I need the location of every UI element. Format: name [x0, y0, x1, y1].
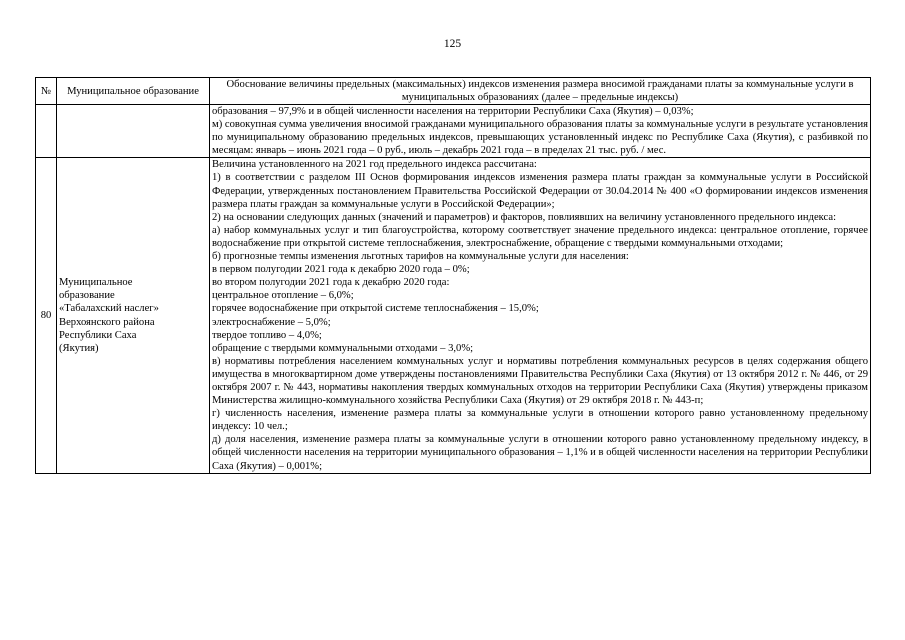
cell-municipality [57, 158, 210, 473]
municipality-line: Муниципальное [59, 276, 133, 288]
municipality-line: Республики Саха [59, 329, 137, 341]
paragraph: Величина установленного на 2021 год предельного индекса рассчитана: [212, 159, 537, 171]
cell-municipality-empty [57, 105, 210, 158]
paragraph: твердое топливо – 4,0%; [212, 329, 322, 341]
paragraph: б) прогнозные темпы изменения льготных тарифов на коммунальные услуги для населения: [212, 251, 629, 263]
paragraph: образования – 97,9% и в общей численности населения на территории Республики Саха (Якутия) – 0,03%; [212, 106, 694, 117]
indices-table [35, 77, 871, 474]
municipality-line: Верхоянского района [59, 316, 155, 328]
cell-justification-continued [210, 105, 871, 158]
municipality-line: «Табалахский наслег» [59, 303, 159, 315]
table-row-continued [36, 105, 871, 158]
paragraph: во втором полугодии 2021 года к декабрю 2020 года: [212, 277, 450, 289]
table-header-row [36, 78, 871, 105]
paragraph: обращение с твердыми коммунальными отходами – 3,0%; [212, 342, 474, 354]
paragraph: г) численность населения, изменение размера платы за коммунальные услуги в отношении которого равно установленному предельному индексу: 10 чел.; [212, 408, 868, 433]
paragraph: электроснабжение – 5,0%; [212, 316, 331, 328]
paragraph: в) нормативы потребления населением коммунальных услуг и нормативы потребления коммунальных ресурсов в целях содержания общего имущества в многоквартирном доме утверждены постановлениями Правительства Республики Саха (Якутия) от 13 октября 2012 г. № 446, от 29 октября 2007 г. № 443, нормативы накопления твердых коммунальных отходов на территории Республики Саха (Якутия) утверждены приказом Министерства жилищно-коммунального хозяйства Республики Саха (Якутия) от 29 октября 2018 г. № 443-п; [212, 355, 868, 407]
page-number: 125 [443, 38, 462, 50]
header-municipality: Муниципальное образование [57, 78, 210, 105]
paragraph: м) совокупная сумма увеличения вносимой гражданами муниципального образования платы за коммунальные услуги в результате установления по муниципальному образованию предельных индексов, превышающих установленный индекс по Республике Саха (Якутия), с разбивкой по месяцам: январь – июнь 2021 года – 0 руб., июль – декабрь 2021 года – в пределах 21 тыс. руб. / мес. [212, 119, 868, 157]
cell-number-empty [36, 105, 57, 158]
paragraph: в первом полугодии 2021 года к декабрю 2020 года – 0%; [212, 264, 470, 276]
paragraph: центральное отопление – 6,0%; [212, 290, 354, 302]
paragraph: горячее водоснабжение при открытой системе теплоснабжения – 15,0%; [212, 303, 539, 315]
header-number: № [36, 78, 57, 105]
municipality-line: образование [59, 290, 115, 302]
paragraph: 1) в соответствии с разделом III Основ формирования индексов изменения размера платы граждан за коммунальные услуги в Российской Федерации, утвержденных постановлением Правительства Российской Федерации от 30.04.2014 № 400 «О формировании индексов изменения размера платы граждан за коммунальные услуги в Российской Федерации»; [212, 172, 868, 210]
municipality-line: (Якутия) [59, 342, 99, 354]
paragraph: а) набор коммунальных услуг и тип благоустройства, которому соответствует значение предельного индекса: центральное отопление, горячее водоснабжение при открытой системе теплоснабжения, электроснабжение, обращение с твердыми коммунальными отходами; [212, 224, 868, 249]
cell-justification [210, 158, 871, 473]
paragraph: д) доля населения, изменение размера платы за коммунальные услуги в отношении которого равно установленному предельному индексу, в общей численности населения на территории муниципального образования – 1,1% и в общей численности населения на территории Республики Саха (Якутия) – 0,001%; [212, 434, 868, 472]
header-justification: Обоснование величины предельных (максимальных) индексов изменения размера вносимой гражданами платы за коммунальные услуги в муниципальных образованиях (далее – предельные индексы) [210, 78, 871, 105]
table-row-80 [36, 158, 871, 473]
cell-number: 80 [36, 158, 57, 473]
paragraph: 2) на основании следующих данных (значений и параметров) и факторов, повлиявших на величину установленного предельного индекса: [212, 211, 837, 223]
